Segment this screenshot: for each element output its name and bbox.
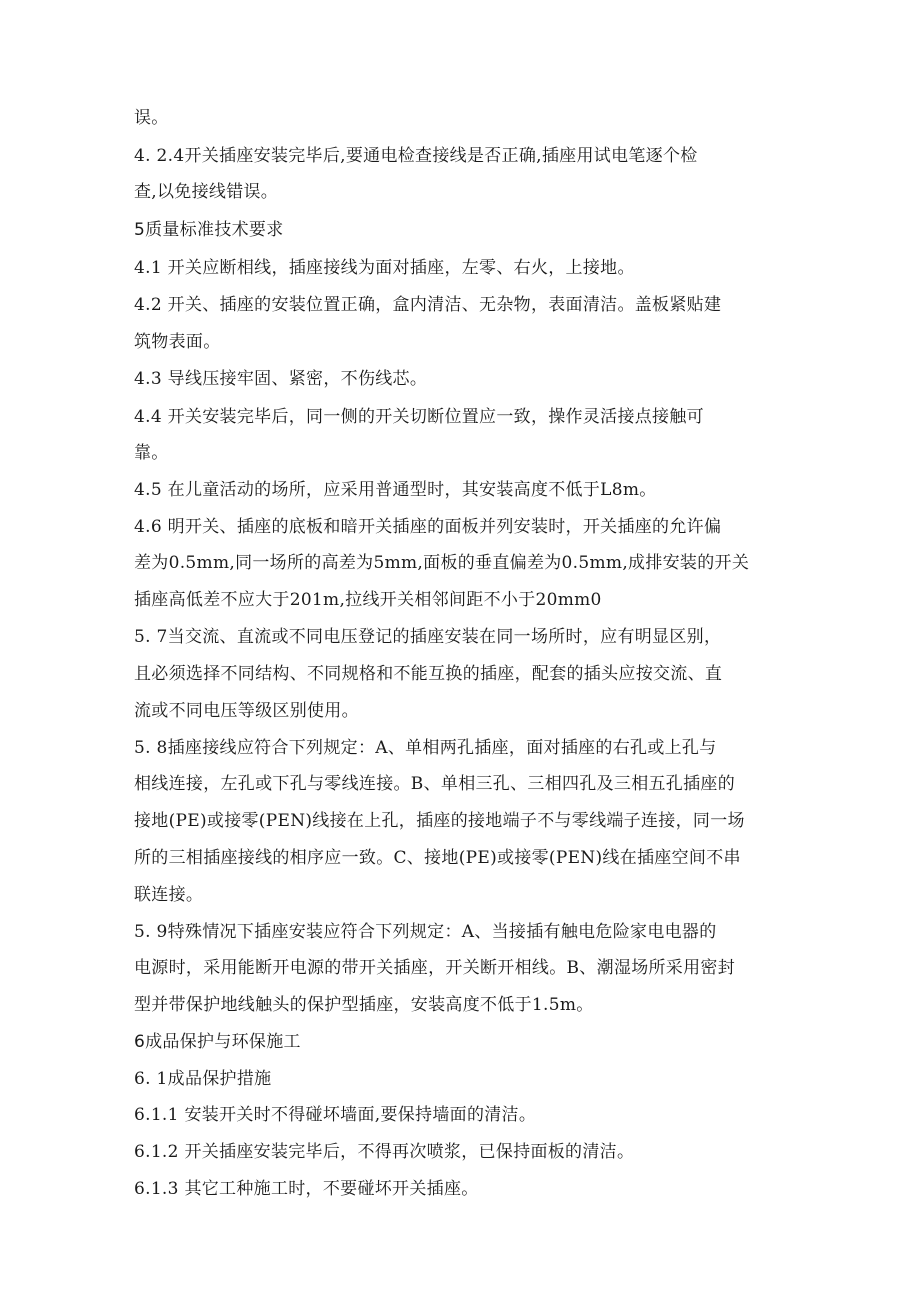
text-line: 筑物表面。	[134, 332, 221, 352]
text-line: 4.6 明开关、插座的底板和暗开关插座的面板并列安装时，开关插座的允许偏	[134, 517, 722, 537]
text-line: 相线连接，左孔或下孔与零线连接。B、单相三孔、三相四孔及三相五孔插座的	[134, 774, 735, 794]
text-line: 4.2 开关、插座的安装位置正确，盒内清洁、无杂物，表面清洁。盖板紧贴建	[134, 295, 722, 315]
text-line: 靠。	[134, 443, 169, 463]
text-line: 4.1 开关应断相线，插座接线为面对插座，左零、右火，上接地。	[134, 258, 635, 278]
text-line: 4.5 在儿童活动的场所，应采用普通型时，其安装高度不低于L8m。	[134, 480, 657, 500]
text-line: 6.1.3 其它工种施工时，不要碰坏开关插座。	[134, 1179, 479, 1199]
text-line: 4. 2.4开关插座安装完毕后,要通电检查接线是否正确,插座用试电笔逐个检	[134, 146, 698, 166]
section-heading: 6成品保护与环保施工	[134, 1032, 301, 1052]
section-heading: 5质量标准技术要求	[134, 220, 284, 240]
text-line: 4.3 导线压接牢固、紧密，不伤线芯。	[134, 369, 428, 389]
text-line: 误。	[134, 108, 169, 128]
text-line: 5. 8插座接线应符合下列规定：A、单相两孔插座，面对插座的右孔或上孔与	[134, 738, 717, 758]
text-line: 电源时，采用能断开电源的带开关插座，开关断开相线。B、潮湿场所采用密封	[134, 958, 735, 978]
text-line: 接地(PE)或接零(PEN)线接在上孔，插座的接地端子不与零线端子连接，同一场	[134, 811, 745, 831]
text-line: 6. 1成品保护措施	[134, 1069, 272, 1089]
text-line: 4.4 开关安装完毕后，同一侧的开关切断位置应一致，操作灵活接点接触可	[134, 407, 704, 427]
text-line: 且必须选择不同结构、不同规格和不能互换的插座，配套的插头应按交流、直	[134, 664, 723, 684]
text-line: 型并带保护地线触头的保护型插座，安装高度不低于1.5m。	[134, 995, 594, 1015]
text-line: 5. 9特殊情况下插座安装应符合下列规定：A、当接插有触电危险家电电器的	[134, 922, 717, 942]
text-line: 6.1.1 安装开关时不得碰坏墙面,要保持墙面的清洁。	[134, 1105, 537, 1125]
text-line: 5. 7当交流、直流或不同电压登记的插座安装在同一场所时，应有明显区别，	[134, 627, 722, 647]
text-line: 联连接。	[134, 885, 204, 905]
text-line: 插座高低差不应大于201m,拉线开关相邻间距不小于20mm0	[134, 590, 602, 610]
text-line: 6.1.2 开关插座安装完毕后，不得再次喷浆，已保持面板的清洁。	[134, 1142, 635, 1162]
text-line: 流或不同电压等级区别使用。	[134, 701, 359, 721]
text-line: 查,以免接线错误。	[134, 182, 279, 202]
text-line: 所的三相插座接线的相序应一致。C、接地(PE)或接零(PEN)线在插座空间不串	[134, 848, 741, 868]
text-line: 差为0.5mm,同一场所的高差为5mm,面板的垂直偏差为0.5mm,成排安装的开关	[134, 553, 750, 573]
